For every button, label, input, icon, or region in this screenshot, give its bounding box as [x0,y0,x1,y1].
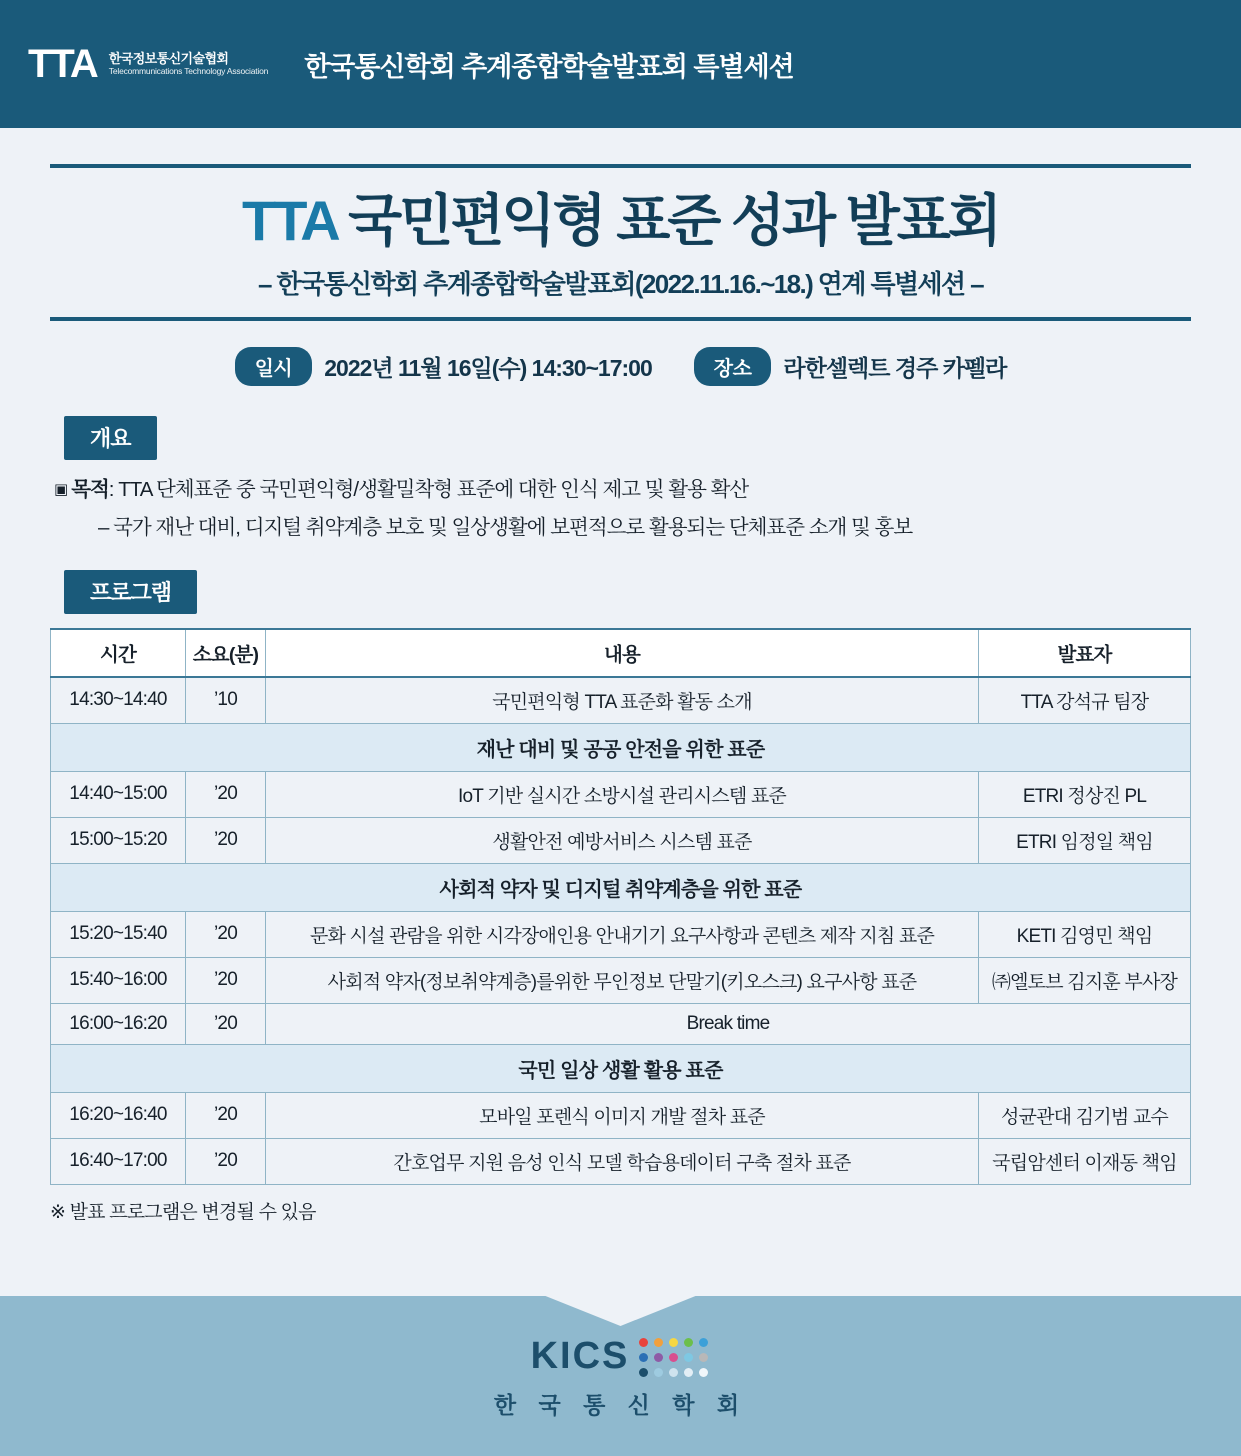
table-row [51,817,1191,863]
cell-duration: ’20 [186,1092,266,1138]
footer-notch [471,1296,771,1326]
table-section-row [51,1044,1191,1092]
table-row [51,957,1191,1003]
cell-time: 16:40~17:00 [51,1138,186,1184]
program-table-head [51,629,1191,677]
cell-content: 간호업무 지원 음성 인식 모델 학습용데이터 구축 절차 표준 [266,1138,979,1184]
section-label: 재난 대비 및 공공 안전을 위한 표준 [51,723,1191,771]
tta-logo-korean: 한국정보통신기술협회 [108,50,229,66]
main-content [0,164,1241,1224]
cell-presenter: ㈜엘토브 김지훈 부사장 [979,957,1191,1003]
overview-tag: 개요 [64,416,157,460]
cell-time: 15:20~15:40 [51,911,186,957]
footer-logo [0,1334,1241,1420]
overview-detail: – 국가 재난 대비, 디지털 취약계층 보호 및 일상생활에 보편적으로 활용되는 단체표준 소개 및 홍보 [98,515,913,539]
cell-content: 사회적 약자(정보취약계층)를위한 무인정보 단말기(키오스크) 요구사항 표준 [266,957,979,1003]
program-note: ※ 발표 프로그램은 변경될 수 있음 [50,1201,316,1223]
cell-duration: ’20 [186,1138,266,1184]
page-subtitle: – 한국통신학회 추계종합학술발표회(2022.11.16.~18.) 연계 특별세션 – [257,268,984,299]
kics-dot [684,1338,693,1347]
overview-purpose-text: : TTA 단체표준 중 국민편익형/생활밀착형 표준에 대한 인식 제고 및 활용 확산 [108,477,749,501]
table-row [51,911,1191,957]
kics-logo-text: KICS [530,1335,630,1377]
cell-presenter: 성균관대 김기범 교수 [979,1092,1191,1138]
kics-dot [639,1353,648,1362]
section-label: 사회적 약자 및 디지털 취약계층을 위한 표준 [51,863,1191,911]
place-label: 장소 [694,347,772,386]
cell-duration: ’20 [186,817,266,863]
cell-duration: ’20 [186,911,266,957]
tta-logo [28,44,268,84]
kics-dot [699,1338,708,1347]
kics-dot [684,1353,693,1362]
table-row [51,1138,1191,1184]
cell-time: 16:00~16:20 [51,1003,186,1044]
cell-content: 국민편익형 TTA 표준화 활동 소개 [266,677,979,724]
section-label: 국민 일상 생활 활용 표준 [51,1044,1191,1092]
page-title-rest: 국민편익형 표준 성과 발표회 [348,189,999,252]
program-table [50,628,1191,1185]
cell-presenter: 국립암센터 이재동 책임 [979,1138,1191,1184]
kics-dot [639,1368,648,1377]
kics-dot [654,1338,663,1347]
kics-dot [654,1368,663,1377]
page-title-lead: TTA [241,189,336,252]
cell-duration: ’10 [186,677,266,724]
cell-content: Break time [266,1003,1191,1044]
table-header-row [51,629,1191,677]
program-tag: 프로그램 [64,570,197,614]
cell-time: 14:30~14:40 [51,677,186,724]
cell-duration: ’20 [186,957,266,1003]
cell-duration: ’20 [186,771,266,817]
square-bullet-icon: ▣ [54,480,68,498]
cell-time: 15:00~15:20 [51,817,186,863]
kics-dot [699,1368,708,1377]
table-row [51,677,1191,724]
kics-dot [699,1353,708,1362]
cell-time: 15:40~16:00 [51,957,186,1003]
cell-content: 문화 시설 관람을 위한 시각장애인용 안내기기 요구사항과 콘텐츠 제작 지침 표준 [266,911,979,957]
cell-duration: ’20 [186,1003,266,1044]
overview-purpose-label: 목적 [71,477,109,501]
kics-dot [639,1338,648,1347]
cell-content: 생활안전 예방서비스 시스템 표준 [266,817,979,863]
column-header-time: 시간 [51,629,186,677]
kics-logo-row [0,1334,1241,1379]
column-header-presenter: 발표자 [979,629,1191,677]
date-label: 일시 [235,347,313,386]
date-value: 2022년 11월 16일(수) 14:30~17:00 [324,354,652,381]
table-row [51,771,1191,817]
overview-purpose [54,472,1191,502]
table-row [51,1003,1191,1044]
cell-presenter: TTA 강석규 팀장 [979,677,1191,724]
page-footer [0,1296,1241,1456]
tta-logo-text [109,52,268,77]
tta-logo-english: Telecommunications Technology Association [108,65,269,76]
overview-tag-row [50,416,1191,460]
kics-dot [669,1338,678,1347]
cell-content: 모바일 포렌식 이미지 개발 절차 표준 [266,1092,979,1138]
kics-logo-korean: 한 국 통 신 학 회 [493,1392,748,1418]
kics-dot [654,1353,663,1362]
program-tag-row [50,570,1191,614]
table-section-row [51,723,1191,771]
cell-presenter: ETRI 정상진 PL [979,771,1191,817]
overview-body [50,472,1191,540]
cell-content: IoT 기반 실시간 소방시설 관리시스템 표준 [266,771,979,817]
kics-dots-icon [639,1338,710,1379]
header-title: 한국통신학회 추계종합학술발표회 특별세션 [304,51,794,82]
table-section-row [51,863,1191,911]
kics-dot [669,1353,678,1362]
tta-logo-mark: TTA [28,42,97,86]
place-value: 라한셀렉트 경주 카펠라 [783,354,1007,381]
page-title [50,190,1191,252]
cell-presenter: ETRI 임정일 책임 [979,817,1191,863]
kics-dot [684,1368,693,1377]
cell-time: 16:20~16:40 [51,1092,186,1138]
column-header-duration: 소요(분) [186,629,266,677]
title-block [50,164,1191,321]
table-row [51,1092,1191,1138]
cell-time: 14:40~15:00 [51,771,186,817]
cell-presenter: KETI 김영민 책임 [979,911,1191,957]
kics-dot [669,1368,678,1377]
program-table-body [51,677,1191,1185]
page-header [0,0,1241,128]
column-header-content: 내용 [266,629,979,677]
event-info [50,347,1191,386]
